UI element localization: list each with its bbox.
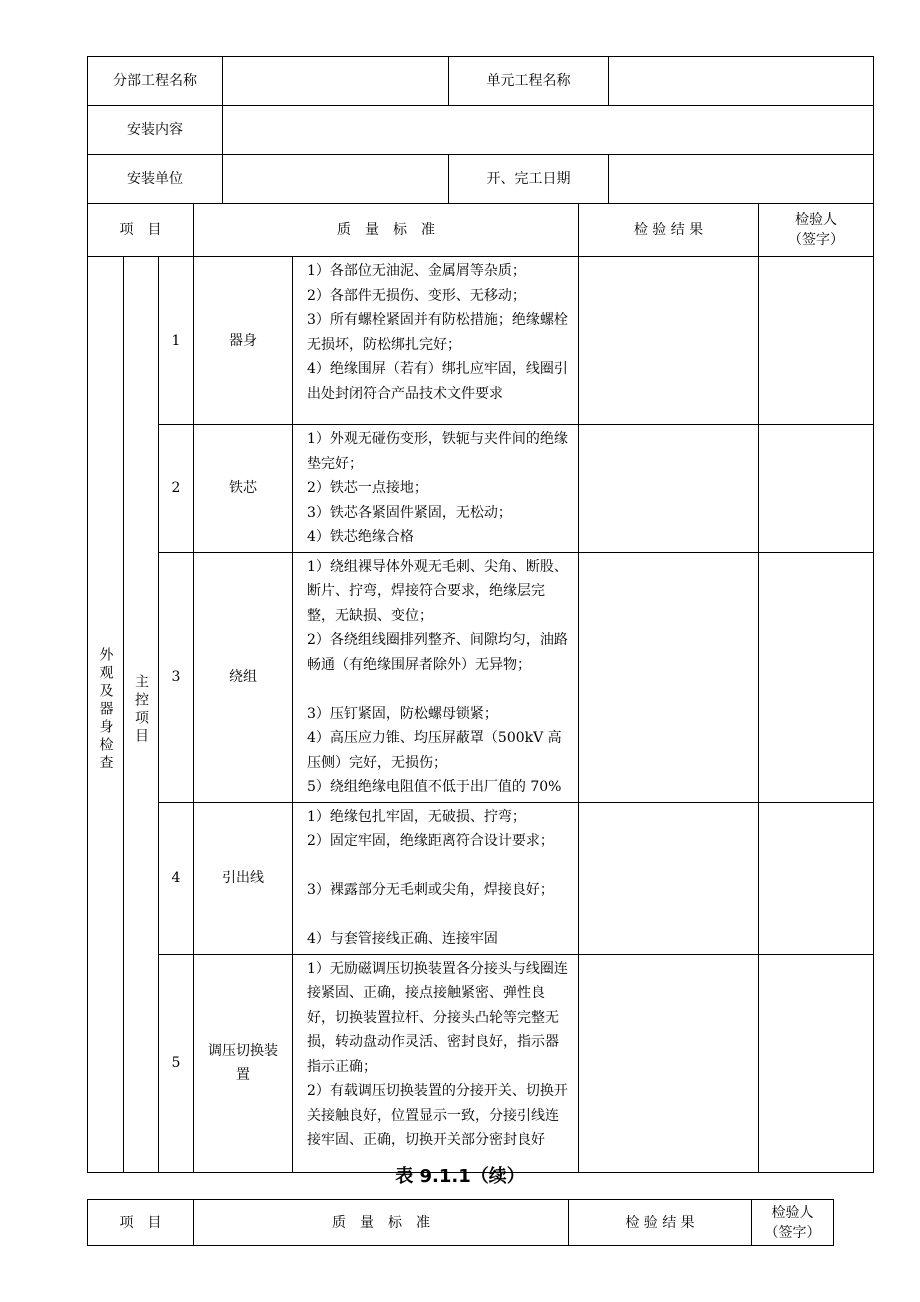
inspector-line1: 检验人 xyxy=(771,1204,814,1221)
row-number: 2 xyxy=(159,425,194,553)
row-standard: 1）外观无碰伤变形，铁轭与夹件间的绝缘垫完好； 2）铁芯一点接地； 3）铁芯各紧固件紧固，无松动； 4）铁芯绝缘合格 xyxy=(293,425,579,553)
continuation-table xyxy=(87,1199,834,1246)
subproject-label: 分部工程名称 xyxy=(88,57,223,106)
table-row xyxy=(88,257,874,425)
column-inspector xyxy=(752,1200,834,1246)
category-cell xyxy=(88,257,124,1173)
category-label: 外观及器身检查 xyxy=(97,647,114,774)
header-row-3 xyxy=(88,155,874,204)
column-item: 项 目 xyxy=(88,1200,194,1246)
subcategory-cell xyxy=(124,257,159,1173)
row-name: 引出线 xyxy=(194,802,293,954)
row-name: 器身 xyxy=(194,257,293,425)
column-header-row xyxy=(88,1200,834,1246)
column-standard: 质 量 标 准 xyxy=(194,204,579,257)
row-number: 1 xyxy=(159,257,194,425)
subcategory-label: 主控项目 xyxy=(133,674,149,747)
content-value[interactable] xyxy=(223,106,874,155)
content-label: 安装内容 xyxy=(88,106,223,155)
row-standard: 1）无励磁调压切换装置各分接头与线圈连接紧固、正确，接点接触紧密、弹性良好，切换装置拉杆、分接头凸轮等完整无损，转动盘动作灵活、密封良好，指示器指示正确； 2）有载调压切换装置的分接开关、切换开关接触良好，位置显示一致，分接引线连接牢固、正确，切换开关部分密封良好 xyxy=(293,954,579,1172)
row-result[interactable] xyxy=(579,425,759,553)
row-inspector[interactable] xyxy=(759,802,874,954)
table-row xyxy=(88,425,874,553)
unit-value[interactable] xyxy=(609,57,874,106)
column-inspector xyxy=(759,204,874,257)
header-row-1 xyxy=(88,57,874,106)
row-name: 铁芯 xyxy=(194,425,293,553)
table-row xyxy=(88,802,874,954)
row-inspector[interactable] xyxy=(759,954,874,1172)
column-result: 检 验 结 果 xyxy=(579,204,759,257)
date-value[interactable] xyxy=(609,155,874,204)
table-caption: 表 9.1.1（续） xyxy=(395,1166,525,1187)
row-result[interactable] xyxy=(579,552,759,802)
row-standard: 1）绕组裸导体外观无毛刺、尖角、断股、断片、拧弯，焊接符合要求，绝缘层完整，无缺损、变位； 2）各绕组线圈排列整齐、间隙均匀，油路畅通（有绝缘围屏者除外）无异物； 3）压钉紧固，防松螺母锁紧； 4）高压应力锥、均压屏蔽罩（500kV 高压侧）完好，无损伤； 5）绕组绝缘电阻值不低于出厂值的 70% xyxy=(293,552,579,802)
row-number: 4 xyxy=(159,802,194,954)
row-result[interactable] xyxy=(579,802,759,954)
row-result[interactable] xyxy=(579,954,759,1172)
table-row xyxy=(88,552,874,802)
subproject-value[interactable] xyxy=(223,57,449,106)
header-row-2 xyxy=(88,106,874,155)
row-standard: 1）各部位无油泥、金属屑等杂质； 2）各部件无损伤、变形、无移动； 3）所有螺栓紧固并有防松措施；绝缘螺栓无损坏，防松绑扎完好； 4）绝缘围屏（若有）绑扎应牢固，线圈引出处封闭符合产品技术文件要求 xyxy=(293,257,579,425)
row-standard: 1）绝缘包扎牢固，无破损、拧弯； 2）固定牢固，绝缘距离符合设计要求； 3）裸露部分无毛刺或尖角，焊接良好； 4）与套管接线正确、连接牢固 xyxy=(293,802,579,954)
table-row xyxy=(88,954,874,1172)
date-label: 开、完工日期 xyxy=(449,155,609,204)
inspector-line2: （签字） xyxy=(764,1224,821,1241)
unit-label: 单元工程名称 xyxy=(449,57,609,106)
inspector-line1: 检验人 xyxy=(795,212,837,228)
row-number: 3 xyxy=(159,552,194,802)
column-result: 检 验 结 果 xyxy=(569,1200,752,1246)
inspector-line2: （签字） xyxy=(788,232,844,248)
row-inspector[interactable] xyxy=(759,552,874,802)
row-inspector[interactable] xyxy=(759,257,874,425)
row-inspector[interactable] xyxy=(759,425,874,553)
row-number: 5 xyxy=(159,954,194,1172)
column-standard: 质 量 标 准 xyxy=(194,1200,569,1246)
row-name: 绕组 xyxy=(194,552,293,802)
row-result[interactable] xyxy=(579,257,759,425)
column-header-row xyxy=(88,204,874,257)
inspection-table xyxy=(87,56,874,1173)
installer-value[interactable] xyxy=(223,155,449,204)
column-item: 项 目 xyxy=(88,204,194,257)
row-name: 调压切换装置 xyxy=(194,954,293,1172)
installer-label: 安装单位 xyxy=(88,155,223,204)
